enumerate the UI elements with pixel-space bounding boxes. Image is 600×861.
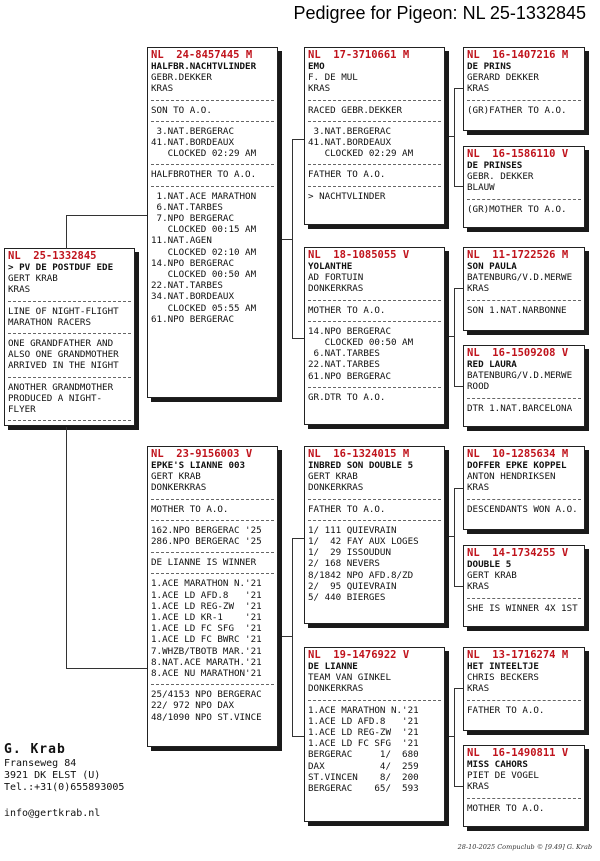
- divider: [308, 321, 441, 322]
- info-line: 6.NAT.TARBES: [151, 201, 223, 213]
- page-title: Pedigree for Pigeon: NL 25-1332845: [293, 3, 586, 23]
- info-line: 61.NPO BERGERAC: [308, 370, 391, 382]
- info-line: 22.NAT.TARBES: [151, 280, 223, 292]
- info-line: FATHER TO A.O.: [467, 704, 545, 716]
- pigeon-name: YOLANTHE: [308, 261, 353, 272]
- ring-number: NL 18-1085055 V: [308, 249, 410, 261]
- pigeon-card-sire-sire[interactable]: [304, 47, 445, 225]
- info-line: 8.ACE NU MARATHON'21: [151, 668, 262, 680]
- info-line: SON TO A.O.: [151, 104, 212, 116]
- info-line: 22/ 972 NPO DAX: [151, 700, 234, 712]
- connector-line: [292, 139, 304, 140]
- divider: [308, 700, 441, 701]
- ring-number: NL 14-1734255 V: [467, 547, 569, 559]
- breeder-line: DONKERKRAS: [151, 482, 207, 494]
- connector-line: [454, 288, 455, 387]
- connector-line: [454, 786, 463, 787]
- info-line: 22.NAT.TARBES: [308, 359, 380, 371]
- breeder-name: G. Krab: [4, 742, 66, 757]
- info-line: 5/ 440 BIERGES: [308, 592, 386, 604]
- info-line: 14.NPO BERGERAC: [308, 325, 391, 337]
- ring-number: NL 19-1476922 V: [308, 649, 410, 661]
- info-line: 1.ACE LD REG-ZW '21: [308, 727, 419, 739]
- breeder-line: KRAS: [467, 581, 490, 593]
- info-line: 1.ACE LD KR-1 '21: [151, 612, 262, 624]
- breeder-line: DONKERKRAS: [308, 283, 364, 295]
- pigeon-name: SON PAULA: [467, 261, 517, 272]
- pigeon-name: RED LAURA: [467, 359, 517, 370]
- ring-number: NL 23-9156003 V: [151, 448, 253, 460]
- breeder-city: 3921 DK ELST (U): [4, 770, 101, 781]
- pigeon-card-dam-dam-sire[interactable]: [463, 647, 585, 731]
- info-line: PRODUCED A NIGHT-: [8, 392, 103, 404]
- info-line: 1/ 111 QUIEVRAIN: [308, 524, 397, 536]
- pigeon-card-dam-sire-dam[interactable]: [463, 545, 585, 627]
- info-line: DESCENDANTS WON A.O.: [467, 503, 578, 515]
- breeder-line: BATENBURG/V.D.MERWE: [467, 272, 573, 284]
- pigeon-name: DE PRINSES: [467, 160, 523, 171]
- info-line: FATHER TO A.O.: [308, 503, 386, 515]
- info-line: MOTHER TO A.O.: [151, 503, 229, 515]
- breeder-line: GERT KRAB: [8, 273, 58, 285]
- info-line: 48/1090 NPO ST.VINCE: [151, 711, 262, 723]
- info-line: DAX 4/ 259: [308, 760, 419, 772]
- info-line: ALSO ONE GRANDMOTHER: [8, 349, 119, 361]
- divider: [151, 499, 274, 500]
- breeder-phone: Tel.:+31(0)655893005: [4, 782, 125, 793]
- breeder-line: PIET DE VOGEL: [467, 770, 539, 782]
- divider: [8, 301, 131, 302]
- info-line: 3.NAT.BERGERAC: [308, 125, 391, 137]
- breeder-line: AD FORTUIN: [308, 272, 364, 284]
- divider: [8, 333, 131, 334]
- ring-number: NL 13-1716274 M: [467, 649, 569, 661]
- connector-line: [292, 338, 304, 339]
- info-line: 8.NAT.ACE MARATH.'21: [151, 656, 262, 668]
- breeder-email[interactable]: info@gertkrab.nl: [4, 808, 101, 819]
- breeder-line: GERARD DEKKER: [467, 72, 539, 84]
- info-line: FATHER TO A.O.: [308, 169, 386, 181]
- connector-line: [454, 186, 463, 187]
- info-line: DTR 1.NAT.BARCELONA: [467, 402, 573, 414]
- ring-number: NL 11-1722526 M: [467, 249, 569, 261]
- connector-line: [454, 88, 463, 89]
- info-line: ST.VINCEN 8/ 200: [308, 771, 419, 783]
- divider: [308, 100, 441, 101]
- pigeon-name: DOUBLE 5: [467, 559, 512, 570]
- info-line: 11.NAT.AGEN: [151, 235, 212, 247]
- pigeon-name: DOFFER EPKE KOPPEL: [467, 460, 567, 471]
- pigeon-name: EPKE'S LIANNE 003: [151, 460, 246, 471]
- connector-line: [66, 215, 67, 249]
- ring-number: NL 24-8457445 M: [151, 49, 253, 61]
- pigeon-card-sire[interactable]: [147, 47, 278, 398]
- info-line: 2/ 168 NEVERS: [308, 558, 380, 570]
- pigeon-card-subject[interactable]: [4, 248, 135, 426]
- divider: [467, 499, 581, 500]
- info-line: CLOCKED 02:10 AM: [151, 246, 257, 258]
- divider: [467, 798, 581, 799]
- pigeon-name: INBRED SON DOUBLE 5: [308, 460, 414, 471]
- info-line: 1.ACE LD FC BWRC '21: [151, 634, 262, 646]
- connector-line: [282, 239, 292, 240]
- pigeon-name: > PV DE POSTDUF EDE: [8, 262, 114, 273]
- divider: [308, 300, 441, 301]
- divider: [151, 100, 274, 101]
- connector-line: [454, 88, 455, 187]
- info-line: HALFBROTHER TO A.O.: [151, 169, 257, 181]
- divider: [151, 552, 274, 553]
- divider: [151, 121, 274, 122]
- info-line: RACED GEBR.DEKKER: [308, 104, 403, 116]
- pigeon-card-sire-sire-dam[interactable]: [463, 146, 585, 228]
- breeder-line: KRAS: [467, 283, 490, 295]
- divider: [8, 420, 131, 421]
- pigeon-name: EMO: [308, 61, 325, 72]
- info-line: 41.NAT.BORDEAUX: [151, 137, 234, 149]
- pigeon-card-dam-sire-sire[interactable]: [463, 446, 585, 530]
- info-line: MOTHER TO A.O.: [308, 304, 386, 316]
- breeder-line: ANTON HENDRIKSEN: [467, 471, 556, 483]
- breeder-line: KRAS: [151, 83, 174, 95]
- breeder-contact: [4, 742, 124, 820]
- divider: [467, 199, 581, 200]
- pigeon-card-dam-sire[interactable]: [304, 446, 445, 624]
- divider: [151, 186, 274, 187]
- divider: [8, 377, 131, 378]
- info-line: SON 1.NAT.NARBONNE: [467, 304, 567, 316]
- connector-line: [454, 288, 463, 289]
- connector-line: [454, 386, 463, 387]
- info-line: 1/ 42 FAY AUX LOGES: [308, 536, 419, 548]
- info-line: CLOCKED 02:29 AM: [308, 148, 414, 160]
- breeder-line: KRAS: [467, 781, 490, 793]
- breeder-address: Franseweg 84: [4, 758, 77, 769]
- breeder-line: CHRIS BECKERS: [467, 672, 539, 684]
- connector-line: [454, 586, 463, 587]
- breeder-line: KRAS: [467, 683, 490, 695]
- info-line: 1.NAT.ACE MARATHON: [151, 190, 257, 202]
- divider: [151, 520, 274, 521]
- divider: [308, 387, 441, 388]
- ring-number: NL 16-1407216 M: [467, 49, 569, 61]
- connector-line: [454, 488, 463, 489]
- ring-number: NL 25-1332845: [8, 250, 97, 262]
- info-line: 1.ACE LD AFD.8 '21: [308, 715, 419, 727]
- info-line: SHE IS WINNER 4X 1ST: [467, 602, 578, 614]
- divider: [467, 398, 581, 399]
- breeder-line: GERT KRAB: [308, 471, 358, 483]
- info-line: 6.NAT.TARBES: [308, 348, 380, 360]
- info-line: CLOCKED 00:50 AM: [151, 269, 257, 281]
- connector-line: [292, 538, 304, 539]
- info-line: 1.ACE LD AFD.8 '21: [151, 589, 262, 601]
- divider: [308, 121, 441, 122]
- info-line: 1.ACE MARATHON N.'21: [151, 578, 262, 590]
- info-line: 14.NPO BERGERAC: [151, 257, 234, 269]
- divider: [467, 700, 581, 701]
- info-line: (GR)MOTHER TO A.O.: [467, 203, 567, 215]
- connector-line: [454, 688, 463, 689]
- info-line: 286.NPO BERGERAC '25: [151, 536, 262, 548]
- pigeon-name: HALFBR.NACHTVLINDER: [151, 61, 257, 72]
- connector-line: [454, 488, 455, 587]
- breeder-line: KRAS: [467, 482, 490, 494]
- divider: [308, 164, 441, 165]
- pigeon-card-sire-dam-dam[interactable]: [463, 345, 585, 427]
- divider: [467, 300, 581, 301]
- ring-number: NL 16-1324015 M: [308, 448, 410, 460]
- info-line: LINE OF NIGHT-FLIGHT: [8, 305, 119, 317]
- info-line: 8/1842 NPO AFD.8/ZD: [308, 569, 414, 581]
- pigeon-card-sire-dam[interactable]: [304, 247, 445, 425]
- info-line: 1.ACE MARATHON N.'21: [308, 704, 419, 716]
- info-line: 1.ACE LD REG-ZW '21: [151, 600, 262, 612]
- info-line: ANOTHER GRANDMOTHER: [8, 381, 114, 393]
- info-line: DE LIANNE IS WINNER: [151, 557, 257, 569]
- connector-line: [292, 538, 293, 737]
- info-line: MOTHER TO A.O.: [467, 802, 545, 814]
- ring-number: NL 16-1509208 V: [467, 347, 569, 359]
- info-line: GR.DTR TO A.O.: [308, 391, 386, 403]
- divider: [151, 164, 274, 165]
- breeder-line: GERT KRAB: [151, 471, 201, 483]
- pigeon-card-dam[interactable]: [147, 446, 278, 747]
- info-line: MARATHON RACERS: [8, 316, 91, 328]
- connector-line: [454, 688, 455, 787]
- breeder-line: BATENBURG/V.D.MERWE: [467, 370, 573, 382]
- breeder-line: GERT KRAB: [467, 570, 517, 582]
- info-line: 41.NAT.BORDEAUX: [308, 137, 391, 149]
- pigeon-card-sire-sire-sire[interactable]: [463, 47, 585, 131]
- divider: [467, 598, 581, 599]
- connector-line: [292, 736, 304, 737]
- connector-line: [282, 636, 292, 637]
- breeder-line: DONKERKRAS: [308, 683, 364, 695]
- breeder-line: GEBR.DEKKER: [151, 72, 212, 84]
- ring-number: NL 17-3710661 M: [308, 49, 410, 61]
- info-line: CLOCKED 05:55 AM: [151, 302, 257, 314]
- info-line: 61.NPO BERGERAC: [151, 313, 234, 325]
- divider: [151, 684, 274, 685]
- breeder-line: KRAS: [308, 83, 331, 95]
- info-line: 162.NPO BERGERAC '25: [151, 524, 262, 536]
- divider: [467, 100, 581, 101]
- info-line: 7.WHZB/TBOTB MAR.'21: [151, 645, 262, 657]
- divider: [151, 573, 274, 574]
- info-line: ARRIVED IN THE NIGHT: [8, 360, 119, 372]
- info-line: BERGERAC 1/ 680: [308, 749, 419, 761]
- info-line: 34.NAT.BORDEAUX: [151, 291, 234, 303]
- pigeon-name: DE LIANNE: [308, 661, 358, 672]
- info-line: CLOCKED 02:29 AM: [151, 148, 257, 160]
- divider: [308, 499, 441, 500]
- info-line: CLOCKED 00:15 AM: [151, 224, 257, 236]
- info-line: 1.ACE LD FC SFG '21: [308, 738, 419, 750]
- info-line: CLOCKED 00:50 AM: [308, 337, 414, 349]
- connector-line: [66, 427, 67, 669]
- pigeon-name: DE PRINS: [467, 61, 512, 72]
- pigeon-card-sire-dam-sire[interactable]: [463, 247, 585, 331]
- breeder-line: F. DE MUL: [308, 72, 358, 84]
- info-line: FLYER: [8, 404, 36, 416]
- breeder-line: KRAS: [467, 83, 490, 95]
- pigeon-card-dam-dam-dam[interactable]: [463, 745, 585, 827]
- pigeon-name: MISS CAHORS: [467, 759, 528, 770]
- connector-line: [292, 139, 293, 339]
- breeder-line: TEAM VAN GINKEL: [308, 672, 391, 684]
- connector-line: [66, 215, 147, 216]
- info-line: (GR)FATHER TO A.O.: [467, 104, 567, 116]
- info-line: 2/ 95 QUIEVRAIN: [308, 580, 397, 592]
- divider: [308, 186, 441, 187]
- info-line: 7.NPO BERGERAC: [151, 213, 234, 225]
- info-line: 1.ACE LD FC SFG '21: [151, 623, 262, 635]
- pigeon-name: HET INTEELTJE: [467, 661, 539, 672]
- info-line: ONE GRANDFATHER AND: [8, 338, 114, 350]
- divider: [308, 520, 441, 521]
- breeder-line: ROOD: [467, 381, 490, 393]
- ring-number: NL 10-1285634 M: [467, 448, 569, 460]
- ring-number: NL 16-1490811 V: [467, 747, 569, 759]
- footer-credit: 28-10-2025 Compuclub © [9.49] G. Krab: [457, 843, 592, 851]
- breeder-line: BLAUW: [467, 182, 495, 194]
- info-line: BERGERAC 65/ 593: [308, 783, 419, 795]
- breeder-line: DONKERKRAS: [308, 482, 364, 494]
- breeder-line: GEBR. DEKKER: [467, 171, 534, 183]
- breeder-line: KRAS: [8, 284, 31, 296]
- info-line: > NACHTVLINDER: [308, 190, 386, 202]
- connector-line: [66, 668, 147, 669]
- info-line: 25/4153 NPO BERGERAC: [151, 689, 262, 701]
- ring-number: NL 16-1586110 V: [467, 148, 569, 160]
- info-line: 3.NAT.BERGERAC: [151, 125, 234, 137]
- pigeon-card-dam-dam[interactable]: [304, 647, 445, 822]
- info-line: 1/ 29 ISSOUDUN: [308, 547, 391, 559]
